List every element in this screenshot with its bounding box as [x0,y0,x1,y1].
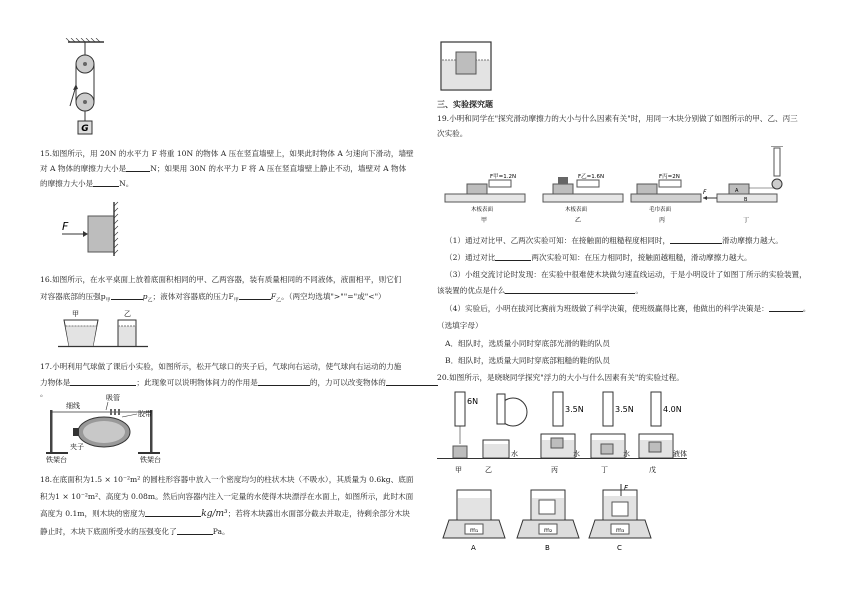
q18-text3c: ；若将木块露出水面部分截去并取走，待剩余部分木块 [227,509,410,518]
scale-figure [437,484,837,554]
q16-blank2[interactable] [239,291,271,300]
q17-line1 [40,361,401,372]
q16-text2g: F [270,292,277,301]
surface-yi-label: 木板表面 [565,207,588,213]
containers-figure [58,308,188,352]
q15-blank2[interactable] [93,178,119,187]
q17-blank1[interactable] [70,377,136,386]
q19-sub1 [445,235,783,246]
exp-yi-label: 乙 [575,217,582,224]
q15-line1 [40,148,414,159]
force-jia-label: F甲=1.2N [490,174,517,180]
q15-number: 15. [40,149,53,158]
caption-c: C [617,544,622,552]
block-b-label: B [744,197,748,203]
q18-unit: kg/m³ [201,509,228,519]
q17-text1: 小明利用气球做了课后小实验，如图所示，松开气球口的夹子后，气球向右运动，使气球向右运动的力施 [52,362,402,371]
step-ding-label: 丁 [601,466,608,474]
xiguan-label: 吸管 [106,394,120,402]
scale-c-reading: m₃ [616,527,625,534]
liquid-yi-label: 水 [511,450,518,458]
pulley-figure [64,38,134,138]
q19-option-a[interactable]: A．组队时，选质量小同时穿底部光滑的鞋的队员 [445,339,610,348]
wall-figure [60,200,170,258]
q18-line4 [40,526,230,537]
scale-b-reading: m₂ [544,527,553,534]
q15-text1: 如图所示，用 20N 的水平力 F 将重 10N 的物体 A 压在竖直墙壁上，如果此时物体 A 匀速向下滑动，墙壁 [52,149,414,158]
q15-line3 [40,178,133,189]
step-yi-label: 乙 [485,466,492,474]
caption-b: B [545,544,550,552]
q19-sub4c: （选填字母） [437,321,483,330]
q19-sub4a: （4）实验后，小明在拔河比赛前为班级做了科学决策，使班级赢得比赛，他做出的科学决策是： [445,304,769,313]
caption-a: A [471,544,476,552]
q17-number: 17. [40,362,53,371]
q18-line3 [40,508,410,520]
q15-text2a: 对 A 物体的摩擦力大小是 [40,164,127,173]
q16-text2e: ；液体对容器底的压力F [152,292,234,301]
q17-text2c: 的，力可以改变物体的 [309,378,386,387]
friction-experiment-figure [437,146,837,226]
q19-sub3b-text: 该装置的优点是什么 [437,286,506,295]
tiejiatai-left-label: 铁架台 [46,456,67,464]
q15-text2b: N；如果用 30N 的水平力 F 将 A 压在竖直墙壁上静止不动，墙壁对 A 物体 [150,164,407,173]
q16-sub-yi: 乙 [147,297,153,304]
reading-jia: 6N [467,397,479,406]
q20-number: 20. [437,373,450,382]
step-jia-label: 甲 [455,466,462,474]
q18-text1: 在底面积为1.5 × 10⁻²m² 的圆柱形容器中放入一个密度均匀的柱状木块（不吸水），其质量为 0.6kg、底面 [52,475,414,484]
q15-text3b: N。 [119,179,134,188]
q19-text1: 小明和同学在"探究滑动摩擦力的大小与什么因素有关"时，用同一木块分别做了如图所示的甲、乙、丙三 [449,114,798,123]
q16-text2i: 。（两空均选填">""="或"<"） [281,292,386,301]
beaker-block-figure [437,40,497,96]
q16-line1 [40,274,401,285]
q18-text2: 积为1 × 10⁻²m²、高度为 0.08m。然后向容器内注入一定量的水使得木块漂浮在水面上，如图所示，此时木面 [40,492,414,501]
q19-sub4b: 。 [802,304,811,313]
surface-jia-label: 木板表面 [471,207,494,213]
exp-ding-label: 丁 [743,217,750,224]
q17-text2b: ；此现象可以说明物体间力的作用是 [136,378,258,387]
q19-blank4[interactable] [769,303,803,312]
q18-blank2[interactable] [177,526,213,535]
q19-blank2[interactable] [495,252,531,261]
pulley-weight-label: G [81,124,89,134]
ding-force-label: F [703,189,707,196]
q19-sub4 [445,303,810,314]
q17-text2d: 。 [40,389,48,398]
q19-sub2 [445,252,752,263]
container-jia-label: 甲 [72,310,79,318]
q16-text1: 如图所示，在水平桌面上放着底面积相同的甲、乙两容器，装有质量相同的不同液体，液面相平，则它们 [52,275,402,284]
q16-sub-yi2: 乙 [276,297,282,304]
q16-text2a: 对容器底部的压强p [40,292,106,301]
q18-line2 [40,491,413,502]
q15-line2 [40,163,406,174]
q17-text2a: 力物体是 [40,378,71,387]
q16-line2 [40,291,386,307]
q16-blank1[interactable] [111,291,143,300]
balloon-figure [46,392,186,466]
block-a-label: A [735,188,739,194]
q19-blank1[interactable] [670,235,722,244]
q16-text2c: p [142,292,148,301]
force-f-label: F [62,220,69,233]
q19-line1 [437,113,798,124]
liquid-ding-label: 水 [623,450,630,458]
q17-blank3[interactable] [386,377,438,386]
q19-sub3: （3）小组交流讨论时发现：在实验中很难使木块做匀速直线运动，于是小明设计了如图丁所示的实验装置， [445,270,807,279]
exp-jia-label: 甲 [481,217,488,224]
reading-wu: 4.0N [663,405,682,414]
section-title: 三、实验探究题 [437,99,493,109]
q18-text3a: 高度为 0.1m，则木块的密度为 [40,509,146,518]
q19-option-b[interactable]: B．组队时，选质量大同时穿底部粗糙的鞋的队员 [445,356,611,365]
q19-sub3b [437,285,643,296]
q18-blank1[interactable] [145,508,201,517]
q18-line1 [40,474,413,485]
liquid-bing-label: 水 [573,450,580,458]
buoyancy-figure [437,388,837,476]
scale-a-reading: m₁ [470,527,479,534]
q20-text1: 如图所示，是晓晓同学探究"浮力的大小与什么因素有关"的实验过程。 [449,373,684,382]
container-yi-label: 乙 [124,310,131,318]
q19-line2: 次实验。 [437,129,468,138]
q19-sub2a: （2）通过对比 [445,253,496,262]
q18-text4b: Pa。 [212,527,230,536]
exp-bing-label: 丙 [659,217,666,224]
force-yi-label: F乙=1.6N [578,174,605,180]
q19-blank3[interactable] [505,285,635,294]
surface-bing-label: 毛巾表面 [649,207,672,213]
q16-number: 16. [40,275,53,284]
q19-sub3c: 。 [635,286,643,295]
q18-number: 18. [40,475,53,484]
q16-sub-jia: 甲 [105,297,111,304]
reading-bing: 3.5N [565,405,584,414]
q19-sub2b: 两次实验可知：在压力相同时，接触面越粗糙，滑动摩擦力越大。 [531,253,752,262]
step-wu-label: 戊 [649,466,656,474]
jiaodai-label: 胶带 [138,410,152,418]
reading-ding: 3.5N [615,405,634,414]
tiejiatai-right-label: 铁架台 [140,456,161,464]
liquid-wu-label: 液体 [673,450,687,458]
q15-text3a: 的摩擦力大小是 [40,179,94,188]
q20-line1 [437,372,684,383]
q17-blank2[interactable] [258,377,310,386]
q15-blank1[interactable] [126,163,150,172]
xixian-label: 细线 [66,402,80,410]
q19-sub1b: 滑动摩擦力越大。 [722,236,783,245]
press-f-label: F [624,484,629,492]
jiazi-label: 夹子 [70,443,84,451]
q19-number: 19. [437,114,450,123]
force-bing-label: F丙=2N [659,174,680,180]
step-bing-label: 丙 [551,466,558,474]
q19-sub1a: （1）通过对比甲、乙两次实验可知：在接触面的粗糙程度相同时， [445,236,671,245]
q16-sub-jia2: 甲 [233,297,239,304]
q18-text4a: 静止时，木块下底面所受水的压强变化了 [40,527,177,536]
